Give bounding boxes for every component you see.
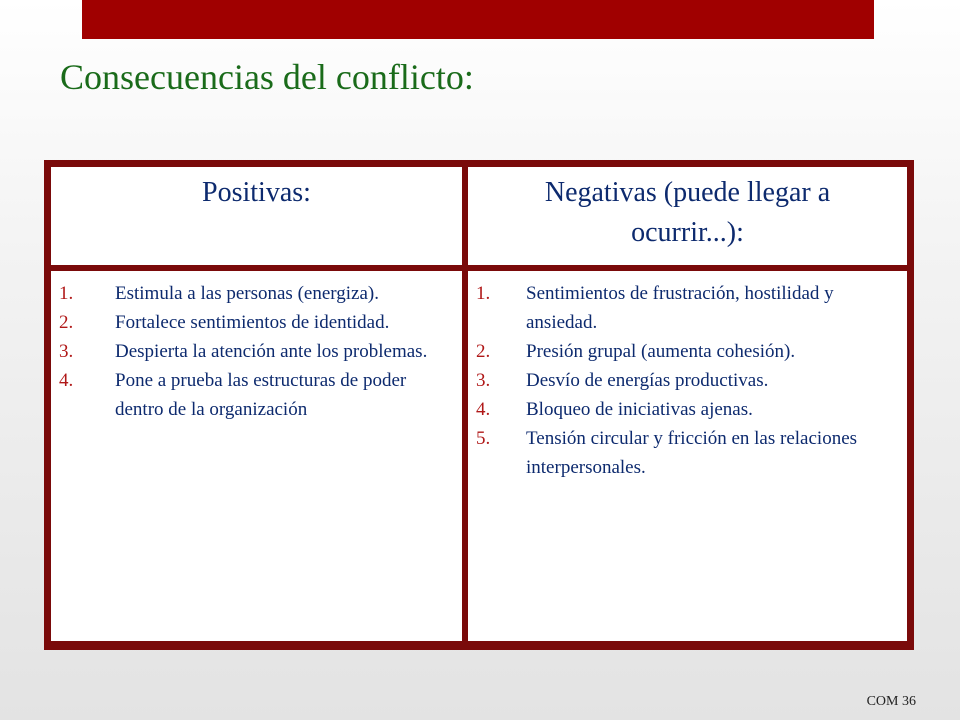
list-item (59, 337, 456, 366)
item-number: 3. (476, 370, 491, 391)
positive-header: Positivas: (202, 177, 311, 208)
item-text: Presión grupal (aumenta cohesión). (526, 341, 796, 362)
item-number: 4. (59, 370, 74, 391)
negative-header-cell (468, 167, 907, 265)
list-item (476, 279, 901, 337)
positive-list-cell (51, 271, 462, 641)
slide-footer: COM 36 (866, 694, 916, 709)
positive-header-cell (51, 167, 462, 265)
negative-list (468, 271, 907, 482)
item-text: Pone a prueba las estructuras de poder dentro de la organización (115, 370, 407, 420)
consequences-table (44, 160, 914, 650)
item-text: Fortalece sentimientos de identidad. (115, 312, 390, 333)
item-text: Estimula a las personas (energiza). (115, 283, 379, 304)
negative-header: Negativas (puede llegar a ocurrir...): (544, 177, 831, 248)
item-number: 2. (476, 341, 491, 362)
list-item (476, 395, 901, 424)
item-number: 4. (476, 399, 491, 420)
list-item (476, 337, 901, 366)
item-number: 5. (476, 428, 491, 449)
header-accent-bar (82, 0, 874, 39)
item-text: Desvío de energías productivas. (526, 370, 769, 391)
item-number: 2. (59, 312, 74, 333)
list-item (59, 308, 456, 337)
positive-list (51, 271, 462, 424)
list-item (476, 424, 901, 482)
list-item (476, 366, 901, 395)
item-number: 1. (476, 283, 491, 304)
item-text: Sentimientos de frustración, hostilidad y ansiedad. (526, 283, 834, 333)
list-item (59, 279, 456, 308)
item-text: Bloqueo de iniciativas ajenas. (526, 399, 753, 420)
item-text: Tensión circular y fricción en las relaciones interpersonales. (526, 428, 858, 478)
item-text: Despierta la atención ante los problemas. (115, 341, 428, 362)
slide-title: Consecuencias del conflicto: (60, 57, 474, 97)
item-number: 3. (59, 341, 74, 362)
list-item (59, 366, 456, 424)
negative-list-cell (468, 271, 907, 641)
item-number: 1. (59, 283, 74, 304)
